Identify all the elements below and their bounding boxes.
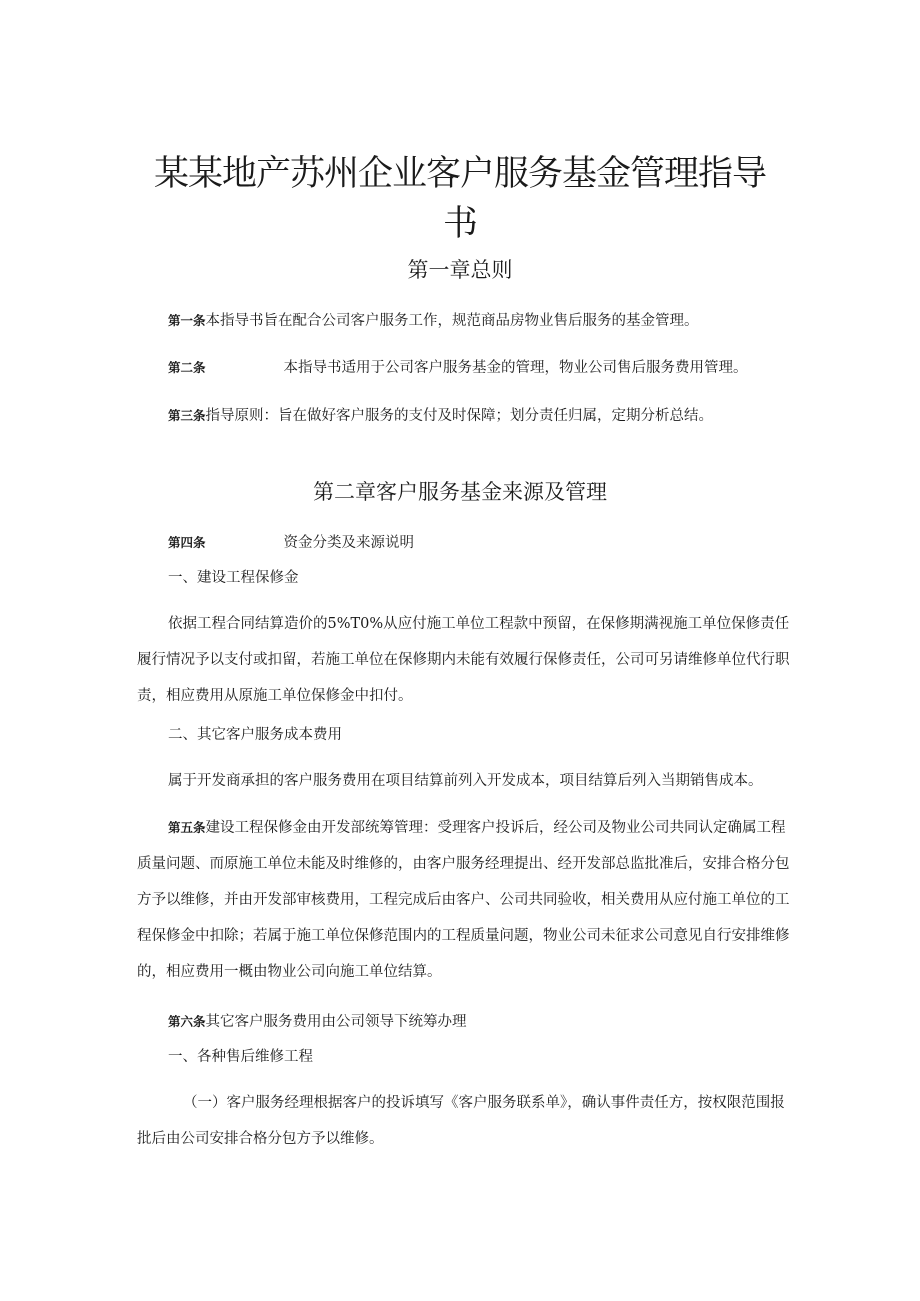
item-2-text: 属于开发商承担的客户服务费用在项目结算前列入开发成本，项目结算后列入当期销售成本。 xyxy=(168,773,763,789)
article-5 xyxy=(137,810,795,990)
article-4 xyxy=(168,532,414,554)
article-2-text: 本指导书适用于公司客户服务基金的管理，物业公司售后服务费用管理。 xyxy=(283,360,748,376)
article-3 xyxy=(168,405,713,427)
article-5-text: 建设工程保修金由开发部统筹管理：受理客户投诉后，经公司及物业公司共同认定确属工程质量问题、而原施工单位未能及时维修的，由客户服务经理提出、经开发部总监批准后，安排合格分包方予以维修，并由开发部审核费用，工程完成后由客户、公司共同验收，相关费用从应付施工单位的工程保修金中扣除；若属于施工单位保修范围内的工程质量问题，物业公司未征求公司意见自行安排维修的，相应费用一概由物业公司向施工单位结算。 xyxy=(137,820,790,980)
article-1-text: 本指导书旨在配合公司客户服务工作，规范商品房物业售后服务的基金管理。 xyxy=(205,313,699,329)
item-2-paragraph xyxy=(137,763,795,799)
article-6-item-1: 一、各种售后维修工程 xyxy=(168,1049,313,1065)
chapter-1-heading: 第一章总则 xyxy=(407,258,513,282)
article-6 xyxy=(168,1011,467,1033)
article-3-text: 指导原则：旨在做好客户服务的支付及时保障；划分责任归属，定期分析总结。 xyxy=(205,408,714,424)
article-4-text: 资金分类及来源说明 xyxy=(283,535,415,551)
article-1 xyxy=(168,310,699,332)
item-1-heading: 一、建设工程保修金 xyxy=(168,570,299,586)
article-2-label: 第二条 xyxy=(168,360,206,375)
article-4-label: 第四条 xyxy=(168,535,206,550)
article-6-text: 其它客户服务费用由公司领导下统筹办理 xyxy=(205,1014,467,1030)
chapter-2-heading: 第二章客户服务基金来源及管理 xyxy=(313,480,607,504)
article-5-label: 第五条 xyxy=(168,820,206,835)
article-6-label: 第六条 xyxy=(168,1014,206,1029)
item-2-heading: 二、其它客户服务成本费用 xyxy=(168,727,342,743)
document-title: 某某地产苏州企业客户服务基金管理指导书 xyxy=(153,154,766,245)
article-3-label: 第三条 xyxy=(168,408,206,423)
article-6-sub-1-text: （一）客户服务经理根据客户的投诉填写《客户服务联系单》，确认事件责任方，按权限范围报批后由公司安排合格分包方予以维修。 xyxy=(137,1095,785,1147)
article-2 xyxy=(168,357,748,379)
article-6-sub-1 xyxy=(137,1085,795,1157)
item-1-text: 依据工程合同结算造价的5%T0%从应付施工单位工程款中预留，在保修期满视施工单位保修责任履行情况予以支付或扣留，若施工单位在保修期内未能有效履行保修责任，公司可另请维修单位代行职责，相应费用从原施工单位保修金中扣付。 xyxy=(137,616,790,704)
article-1-label: 第一条 xyxy=(168,313,206,328)
item-1-paragraph xyxy=(137,606,795,714)
